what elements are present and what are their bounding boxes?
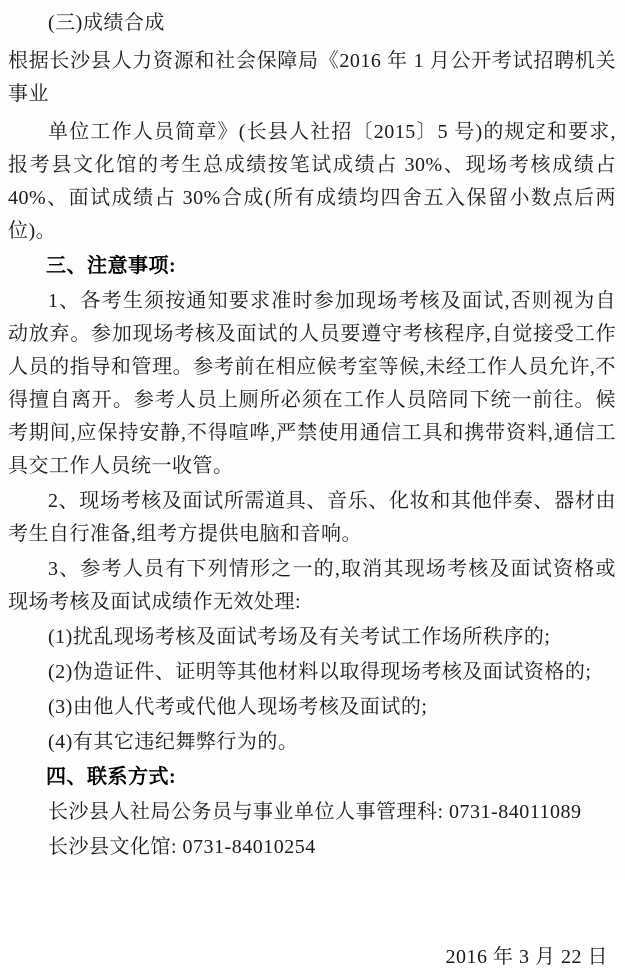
section-subheading-score-synthesis: (三)成绩合成 [48,12,165,34]
date-line: 2016 年 3 月 22 日 [445,946,608,968]
notice-item-3: 3、参考人员有下列情形之一的,取消其现场考核及面试资格或现场考核及面试成绩作无效处理: [8,558,616,613]
violation-item-3: (3)由他人代考或代他人现场考核及面试的; [48,696,428,718]
violation-item-4: (4)有其它违纪舞弊行为的。 [48,731,299,753]
notice-item-1: 1、各考生须按通知要求准时参加现场考核及面试,否则视为自动放弃。参加现场考核及面试的人员要遵守考核程序,自觉接受工作人员的指导和管理。参考前在相应候考室等候,未经工作人员允许,不得擅自离开。参考人员上厕所必须在工作人员陪同下统一前往。候考期间,应保持安静,不得喧哗,严禁使用通信工具和携带资料,通信工具交工作人员统一收管。 [8,290,616,477]
section-heading-contact: 四、联系方式: [46,766,177,788]
section-heading-notice: 三、注意事项: [46,255,177,277]
contact-line-hr-bureau: 长沙县人社局公务员与事业单位人事管理科: 0731-84011089 [48,801,582,823]
violation-item-1: (1)扰乱现场考核及面试考场及有关考试工作场所秩序的; [48,626,551,648]
contact-line-culture-center: 长沙县文化馆: 0731-84010254 [48,836,316,858]
paragraph-score-rule: 单位工作人员简章》(长县人社招〔2015〕5 号)的规定和要求,报考县文化馆的考生总成绩按笔试成绩占 30%、现场考核成绩占 40%、面试成绩占 30%合成(所有成绩均四舍五入保留小数点后两位)。 [8,121,616,242]
notice-item-2: 2、现场考核及面试所需道具、音乐、化妆和其他伴奏、器材由考生自行准备,组考方提供电脑和音响。 [8,490,616,545]
paragraph-intro: 根据长沙县人力资源和社会保障局《2016 年 1 月公开考试招聘机关事业 [8,50,616,105]
violation-item-2: (2)伪造证件、证明等其他材料以取得现场考核及面试资格的; [48,661,592,683]
